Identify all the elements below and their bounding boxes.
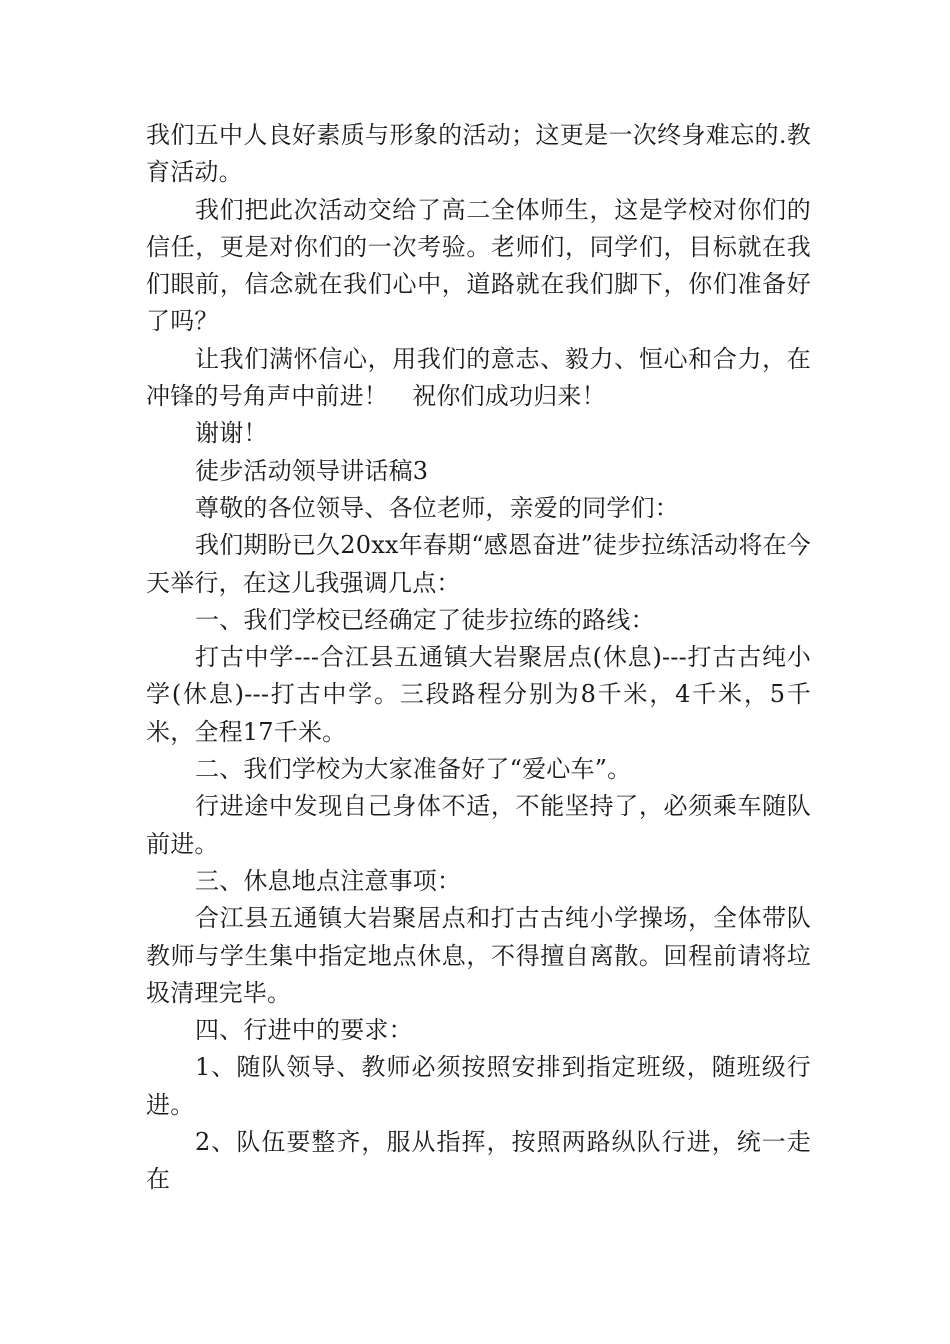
list-heading: 三、休息地点注意事项： bbox=[195, 866, 462, 895]
paragraph: 合江县五通镇大岩聚居点和打古古纯小学操场，全体带队教师与学生集中指定地点休息，不得擅自离散。回程前请将垃圾清理完毕。 bbox=[146, 904, 811, 1007]
list-heading: 四、行进中的要求： bbox=[195, 1016, 413, 1045]
list-item: 1、随队领导、教师必须按照安排到指定班级，随班级行进。 bbox=[146, 1053, 811, 1119]
document-page bbox=[146, 117, 811, 1199]
paragraph: 谢谢！ bbox=[195, 419, 268, 448]
paragraph: 让我们满怀信心，用我们的意志、毅力、恒心和合力，在冲锋的号角声中前进！ 祝你们成功归来！ bbox=[146, 344, 811, 411]
list-heading: 一、我们学校已经确定了徒步拉练的路线： bbox=[195, 605, 655, 634]
paragraph: 我们期盼已久20xx年春期“感恩奋进”徒步拉练活动将在今天举行，在这儿我强调几点： bbox=[146, 531, 811, 597]
paragraph: 我们五中人良好素质与形象的活动；这更是一次终身难忘的.教育活动。 bbox=[146, 121, 811, 187]
section-title: 徒步活动领导讲话稿3 bbox=[195, 456, 429, 485]
list-item: 2、队伍要整齐，服从指挥，按照两路纵队行进，统一走在 bbox=[146, 1128, 811, 1194]
paragraph: 打古中学---合江县五通镇大岩聚居点(休息)---打古古纯小学(休息)---打古中学。三段路程分别为8千米，4千米，5千米，全程17千米。 bbox=[146, 643, 811, 746]
list-heading: 二、我们学校为大家准备好了“爱心车”。 bbox=[195, 755, 632, 784]
paragraph: 行进途中发现自己身体不适，不能坚持了，必须乘车随队前进。 bbox=[146, 792, 811, 858]
paragraph: 我们把此次活动交给了高二全体师生，这是学校对你们的信任，更是对你们的一次考验。老师们，同学们，目标就在我们眼前，信念就在我们心中，道路就在我们脚下，你们准备好了吗？ bbox=[146, 195, 811, 336]
salutation: 尊敬的各位领导、各位老师，亲爱的同学们： bbox=[195, 493, 679, 522]
